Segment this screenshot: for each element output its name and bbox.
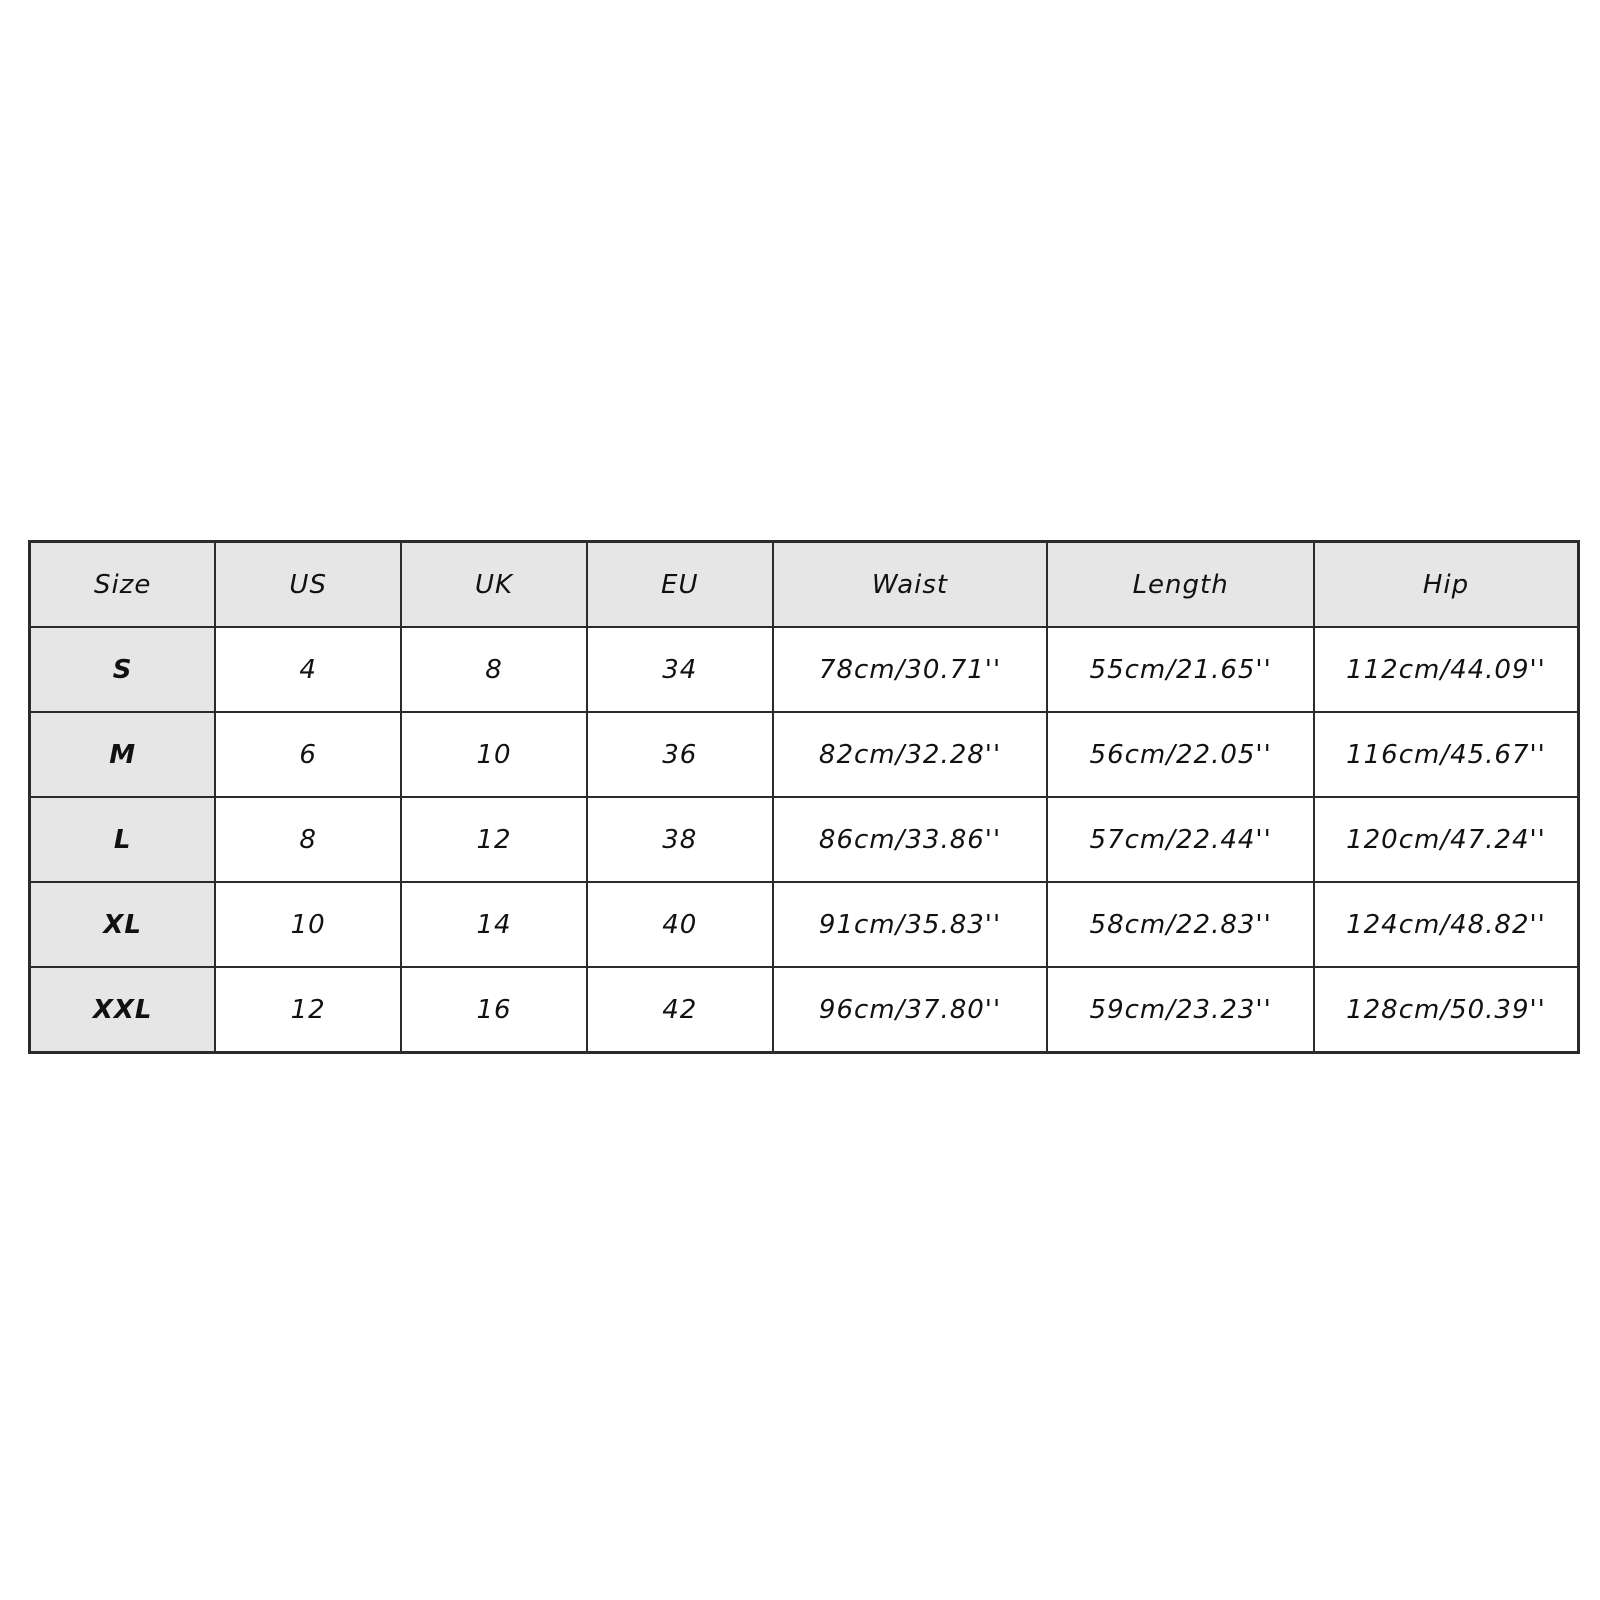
length-cell: 56cm/22.05'' xyxy=(1047,712,1314,797)
size-cell: S xyxy=(30,627,216,712)
eu-cell: 40 xyxy=(587,882,773,967)
waist-cell: 86cm/33.86'' xyxy=(773,797,1048,882)
uk-cell: 8 xyxy=(401,627,587,712)
uk-cell: 14 xyxy=(401,882,587,967)
size-cell: XL xyxy=(30,882,216,967)
eu-cell: 36 xyxy=(587,712,773,797)
us-cell: 6 xyxy=(215,712,401,797)
uk-cell: 16 xyxy=(401,967,587,1053)
header-hip: Hip xyxy=(1314,542,1579,628)
table-row xyxy=(30,627,1579,712)
hip-cell: 116cm/45.67'' xyxy=(1314,712,1579,797)
uk-cell: 12 xyxy=(401,797,587,882)
length-cell: 58cm/22.83'' xyxy=(1047,882,1314,967)
size-chart-table xyxy=(28,540,1580,1054)
size-cell: XXL xyxy=(30,967,216,1053)
waist-cell: 91cm/35.83'' xyxy=(773,882,1048,967)
header-us: US xyxy=(215,542,401,628)
length-cell: 57cm/22.44'' xyxy=(1047,797,1314,882)
header-row xyxy=(30,542,1579,628)
hip-cell: 120cm/47.24'' xyxy=(1314,797,1579,882)
header-uk: UK xyxy=(401,542,587,628)
hip-cell: 128cm/50.39'' xyxy=(1314,967,1579,1053)
length-cell: 59cm/23.23'' xyxy=(1047,967,1314,1053)
waist-cell: 96cm/37.80'' xyxy=(773,967,1048,1053)
us-cell: 12 xyxy=(215,967,401,1053)
eu-cell: 42 xyxy=(587,967,773,1053)
waist-cell: 82cm/32.28'' xyxy=(773,712,1048,797)
table-row xyxy=(30,882,1579,967)
length-cell: 55cm/21.65'' xyxy=(1047,627,1314,712)
size-cell: L xyxy=(30,797,216,882)
us-cell: 8 xyxy=(215,797,401,882)
eu-cell: 38 xyxy=(587,797,773,882)
header-waist: Waist xyxy=(773,542,1048,628)
header-length: Length xyxy=(1047,542,1314,628)
header-size: Size xyxy=(30,542,216,628)
header-eu: EU xyxy=(587,542,773,628)
eu-cell: 34 xyxy=(587,627,773,712)
us-cell: 4 xyxy=(215,627,401,712)
hip-cell: 112cm/44.09'' xyxy=(1314,627,1579,712)
table-row xyxy=(30,712,1579,797)
uk-cell: 10 xyxy=(401,712,587,797)
hip-cell: 124cm/48.82'' xyxy=(1314,882,1579,967)
waist-cell: 78cm/30.71'' xyxy=(773,627,1048,712)
size-cell: M xyxy=(30,712,216,797)
table-row xyxy=(30,967,1579,1053)
us-cell: 10 xyxy=(215,882,401,967)
table-row xyxy=(30,797,1579,882)
